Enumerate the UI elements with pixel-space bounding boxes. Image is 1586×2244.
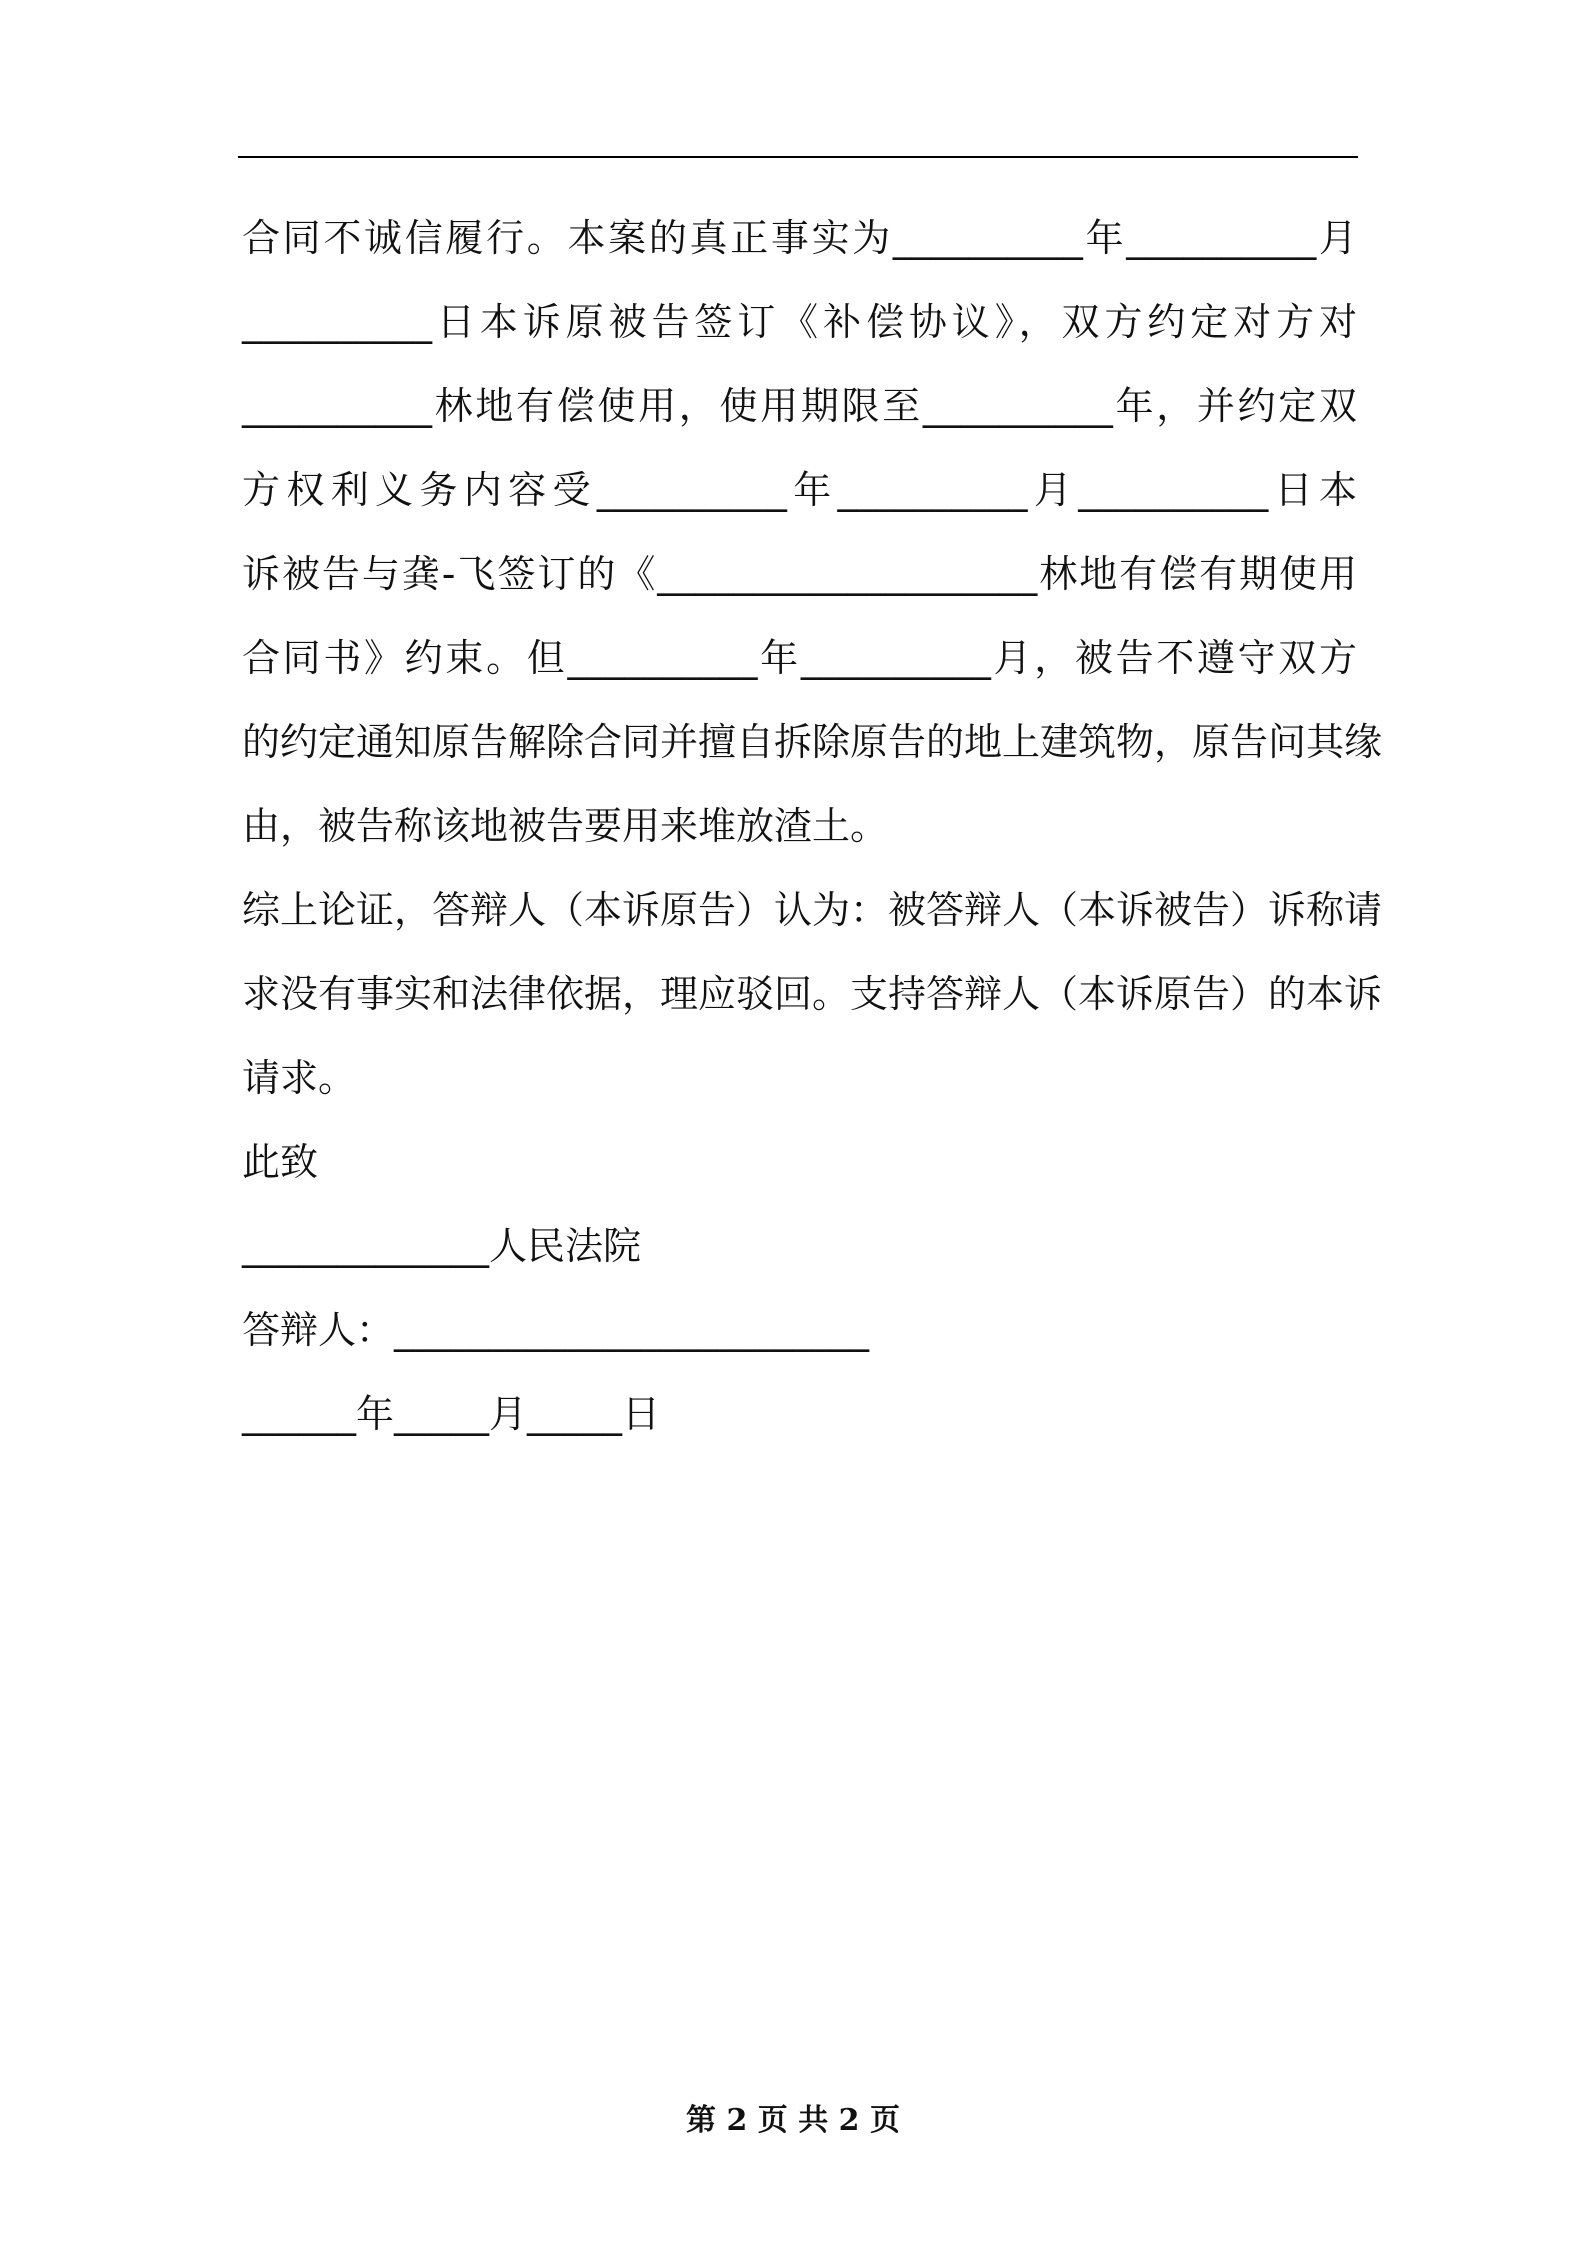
respondent-line: 答辩人：_________________________ bbox=[242, 1308, 870, 1352]
text-line: 求没有事实和法律依据，理应驳回。支持答辩人（本诉原告）的本诉 bbox=[242, 972, 1383, 1016]
text-line: 合同不诚信履行。本案的真正事实为__________年__________月 bbox=[242, 216, 1357, 260]
text-line: 的约定通知原告解除合同并擅自拆除原告的地上建筑物，原告问其缘 bbox=[242, 720, 1383, 764]
text-line: __________林地有偿使用，使用期限至__________年，并约定双 bbox=[242, 384, 1357, 428]
text-line: 综上论证，答辩人（本诉原告）认为：被答辩人（本诉被告）诉称请 bbox=[242, 888, 1383, 932]
paragraph-conclusion bbox=[242, 868, 1383, 1120]
closing-block bbox=[242, 1120, 1357, 1456]
salutation: 此致 bbox=[242, 1140, 319, 1184]
text-line: __________日本诉原被告签订《补偿协议》，双方约定对方对 bbox=[242, 300, 1357, 344]
text-line: 合同书》约束。但__________年__________月，被告不遵守双方 bbox=[242, 636, 1357, 680]
header-rule bbox=[238, 156, 1358, 158]
text-line: 请求。 bbox=[242, 1056, 357, 1100]
text-line: 方权利义务内容受__________年__________月__________日本 bbox=[242, 468, 1357, 512]
text-line: 诉被告与龚-飞签订的《____________________林地有偿有期使用 bbox=[242, 552, 1357, 596]
court-line: _____________人民法院 bbox=[242, 1224, 642, 1268]
document-body bbox=[242, 196, 1383, 1456]
page-number: 第 2 页 共 2 页 bbox=[686, 2103, 900, 2138]
paragraph-facts bbox=[242, 196, 1383, 868]
text-line: 由，被告称该地被告要用来堆放渣土。 bbox=[242, 804, 889, 848]
date-line: ______年_____月_____日 bbox=[242, 1392, 661, 1436]
